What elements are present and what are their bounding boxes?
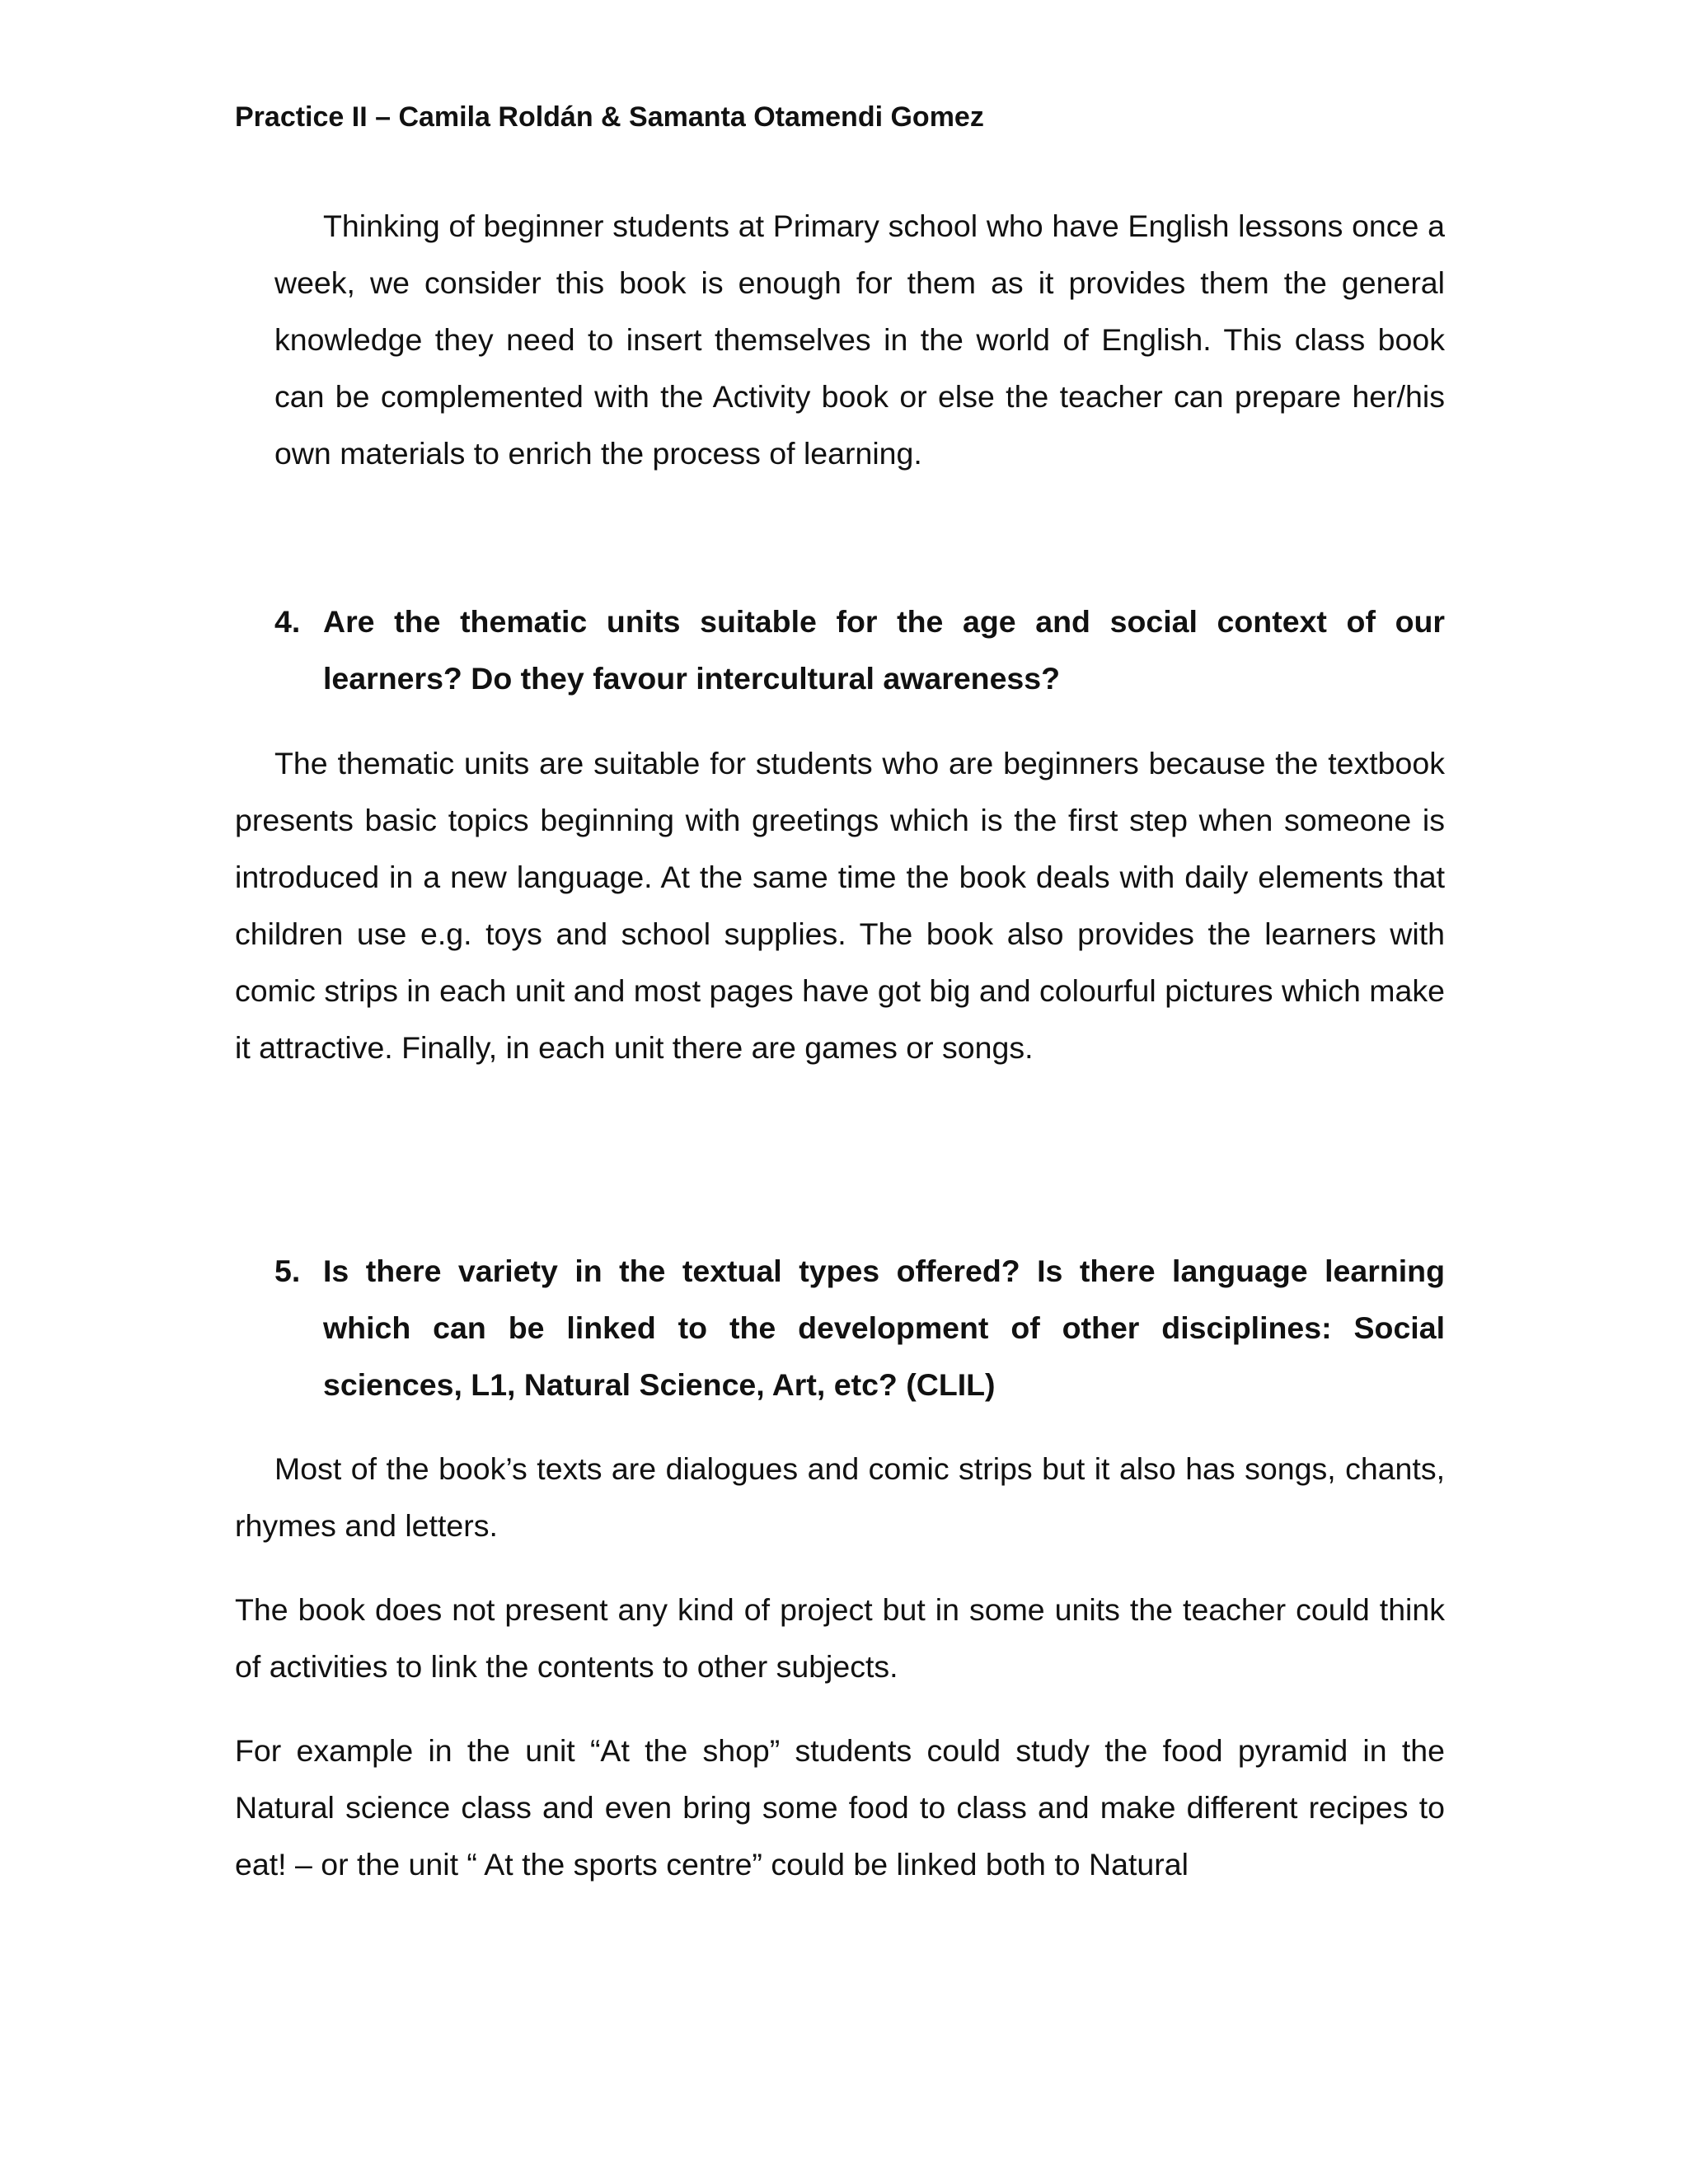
question-5-answer-paragraph-3: For example in the unit “At the shop” students could study the food pyramid in the Natural science class and even bring some food to class and make different recipes to eat! – or the unit “ At the sports centre” could be linked both to Natural [235, 1733, 1445, 1882]
question-4-text: Are the thematic units suitable for the age and social context of our learners? Do they favour intercultural awareness? [323, 604, 1445, 696]
question-4-answer: The thematic units are suitable for students who are beginners because the textbook presents basic topics beginning with greetings which is the first step when someone is introduced in a new language. At the same time the book deals with daily elements that children use e.g. toys and school supplies. The book also provides the learners with comic strips in each unit and most pages have got big and colourful pictures which make it attractive. Finally, in each unit there are games or songs. [235, 746, 1445, 1065]
intro-paragraph: Thinking of beginner students at Primary school who have English lessons once a week, we consider this book is enough for them as it provides them the general knowledge they need to insert themselves in the world of English. This class book can be complemented with the Activity book or else the teacher can prepare her/his own materials to enrich the process of learning. [274, 209, 1445, 471]
question-5 [274, 1243, 1445, 1413]
question-5-text: Is there variety in the textual types offered? Is there language learning which can be linked to the development of other disciplines: Social sciences, L1, Natural Science, Art, etc? (CLIL) [323, 1254, 1445, 1402]
question-5-answer-paragraph-2: The book does not present any kind of project but in some units the teacher could think of activities to link the contents to other subjects. [235, 1592, 1445, 1684]
question-5-number: 5. [274, 1254, 301, 1288]
question-5-answer-paragraph-1: Most of the book’s texts are dialogues and comic strips but it also has songs, chants, rhymes and letters. [235, 1451, 1445, 1543]
question-4 [274, 593, 1445, 707]
page-header: Practice II – Camila Roldán & Samanta Otamendi Gomez [235, 101, 984, 133]
question-4-number: 4. [274, 604, 301, 639]
